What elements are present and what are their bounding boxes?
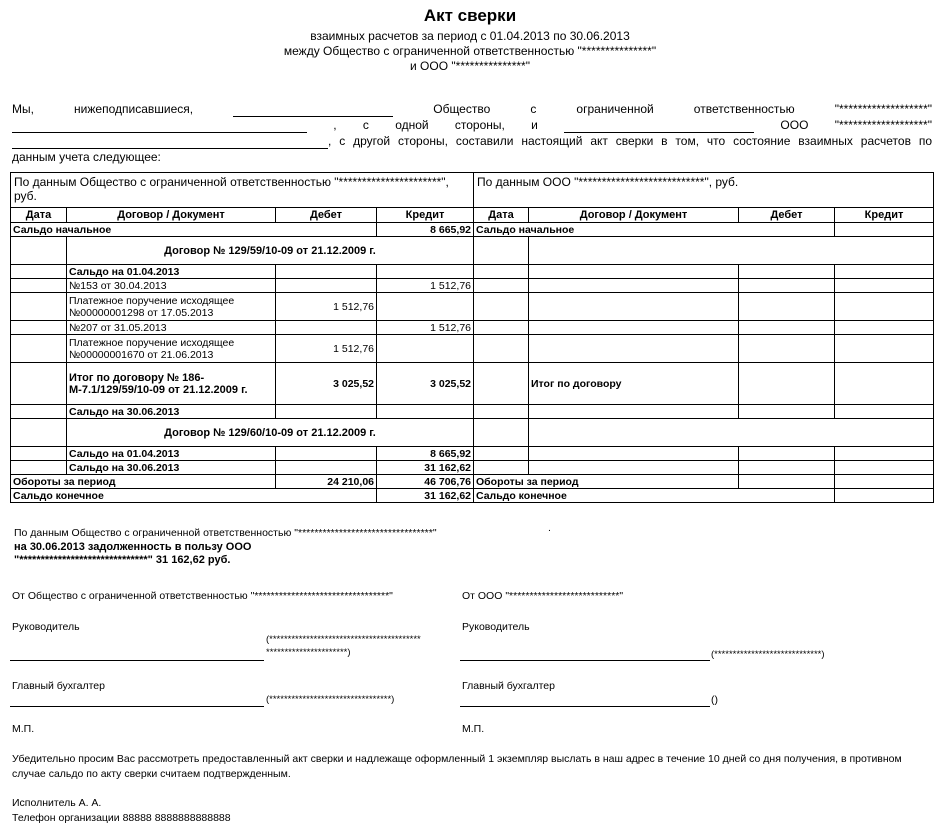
col-date: Дата <box>474 208 529 223</box>
empty-cell <box>529 461 739 475</box>
empty-cell <box>11 237 67 265</box>
empty-cell <box>377 335 474 363</box>
turnover-debit: 24 210,06 <box>276 475 377 489</box>
intro-word: ограниченной <box>576 102 654 116</box>
debt-line: на 30.06.2013 задолженность в пользу ООО <box>14 541 252 553</box>
intro-word: , <box>333 118 337 132</box>
empty-cell <box>11 321 67 335</box>
credit-cell: 1 512,76 <box>377 321 474 335</box>
empty-cell <box>276 279 377 293</box>
intro-text: , с другой стороны, составили настоящий акт сверки в том, что состояние взаимных расчетов по <box>328 134 932 148</box>
empty-cell <box>11 447 67 461</box>
empty-cell <box>377 265 474 279</box>
saldo-end: Сальдо на 30.06.2013 <box>67 461 276 475</box>
saldo-start: Сальдо на 01.04.2013 <box>67 265 276 279</box>
summary-dot: . <box>548 522 551 534</box>
empty-cell <box>835 223 934 237</box>
empty-cell <box>276 265 377 279</box>
empty-cell <box>474 405 529 419</box>
debit-cell: 1 512,76 <box>276 293 377 321</box>
saldo-end-value: 31 162,62 <box>377 461 474 475</box>
saldo-end: Сальдо на 30.06.2013 <box>67 405 276 419</box>
saldo-start-value: 8 665,92 <box>377 447 474 461</box>
contract-total-label: Итог по договору № 186-М-7.1/129/59/10-09 от 21.12.2009 г. <box>67 363 276 405</box>
empty-cell <box>474 461 529 475</box>
total-debit: 3 025,52 <box>276 363 377 405</box>
reconciliation-table <box>10 172 934 503</box>
empty-cell <box>11 363 67 405</box>
document-cell: №207 от 31.05.2013 <box>67 321 276 335</box>
empty-cell <box>474 237 529 265</box>
empty-cell <box>474 419 529 447</box>
empty-cell <box>739 405 835 419</box>
empty-cell <box>739 265 835 279</box>
right-signatory-org: От ООО "***************************" <box>462 590 624 602</box>
empty-cell <box>11 461 67 475</box>
empty-cell <box>474 293 529 321</box>
left-stamp: М.П. <box>12 723 35 735</box>
empty-cell <box>739 321 835 335</box>
intro-word: с <box>362 118 369 132</box>
empty-cell <box>377 405 474 419</box>
right-accountant-signature-line <box>460 706 710 707</box>
empty-cell <box>529 279 739 293</box>
total-credit: 3 025,52 <box>377 363 474 405</box>
table-row <box>11 293 934 321</box>
debt-amount: "******************************" 31 162,62 руб. <box>14 554 231 566</box>
empty-cell <box>474 265 529 279</box>
empty-cell <box>739 475 835 489</box>
closing-label-right: Сальдо конечное <box>474 489 835 503</box>
empty-cell <box>474 447 529 461</box>
contract-heading: Договор № 129/60/10-09 от 21.12.2009 г. <box>67 419 474 447</box>
left-accountant-name: (*********************************) <box>266 694 395 705</box>
table-row <box>11 419 934 447</box>
empty-cell <box>529 405 739 419</box>
phone: Телефон организации 88888 8888888888888 <box>12 812 231 824</box>
document-cell: Платежное поручение исходящее №00000001670 от 21.06.2013 <box>67 335 276 363</box>
opening-label-right: Сальдо начальное <box>474 223 835 237</box>
opening-label: Сальдо начальное <box>11 223 377 237</box>
intro-word: одной <box>395 118 429 132</box>
executor: Исполнитель А. А. <box>12 797 102 809</box>
document-cell: Платежное поручение исходящее №00000001298 от 17.05.2013 <box>67 293 276 321</box>
table-row <box>11 461 934 475</box>
signer-blank-3 <box>564 120 754 133</box>
intro-word: с <box>530 102 537 116</box>
right-director-name: (*****************************) <box>711 649 825 660</box>
empty-cell <box>474 335 529 363</box>
table-row <box>11 279 934 293</box>
empty-cell <box>11 405 67 419</box>
left-signatory-org: От Общество с ограниченной ответственностью "*********************************" <box>12 590 393 602</box>
intro-word: "*******************" <box>834 102 932 116</box>
table-row <box>11 223 934 237</box>
table-row <box>11 363 934 405</box>
right-contract-total: Итог по договору <box>529 363 739 405</box>
empty-cell <box>835 279 934 293</box>
table-row <box>11 335 934 363</box>
opening-value: 8 665,92 <box>377 223 474 237</box>
empty-cell <box>11 335 67 363</box>
right-stamp: М.П. <box>462 723 485 735</box>
intro-word: ООО <box>780 118 809 132</box>
turnover-label: Обороты за период <box>11 475 276 489</box>
empty-cell <box>474 363 529 405</box>
left-accountant-label: Главный бухгалтер <box>12 680 105 692</box>
document-title: Акт сверки <box>423 6 517 25</box>
right-director-signature-line <box>460 660 710 661</box>
intro-word: нижеподписавшиеся, <box>74 102 194 116</box>
empty-cell <box>835 405 934 419</box>
empty-cell <box>835 321 934 335</box>
empty-cell <box>474 321 529 335</box>
table-row <box>11 475 934 489</box>
left-director-label: Руководитель <box>12 621 80 633</box>
col-credit: Кредит <box>377 208 474 223</box>
debit-cell: 1 512,76 <box>276 335 377 363</box>
empty-cell <box>529 293 739 321</box>
empty-cell <box>474 279 529 293</box>
empty-cell <box>276 405 377 419</box>
table-row <box>11 447 934 461</box>
empty-cell <box>835 293 934 321</box>
contract-heading: Договор № 129/59/10-09 от 21.12.2009 г. <box>67 237 474 265</box>
turnover-label-right: Обороты за период <box>474 475 739 489</box>
empty-cell <box>835 265 934 279</box>
closing-value: 31 162,62 <box>377 489 474 503</box>
empty-cell <box>739 293 835 321</box>
turnover-credit: 46 706,76 <box>377 475 474 489</box>
left-director-name-cont: **********************) <box>266 647 351 658</box>
empty-cell <box>377 293 474 321</box>
intro-word: Мы, <box>12 102 34 116</box>
table-row <box>11 321 934 335</box>
left-party-header: По данным Общество с ограниченной ответственностью "**********************", руб. <box>11 173 474 208</box>
intro-word: "*******************" <box>834 118 932 132</box>
request-text: Убедительно просим Вас рассмотреть предоставленный акт сверки и надлежаще оформленный 1 экземпляр выслать в наш адрес в течение 10 дней со дня получения, в противном случае сальдо по акту сверки считаем подтвержденным. <box>12 753 902 780</box>
signer-blank-2 <box>12 120 307 133</box>
period-line: взаимных расчетов за период с 01.04.2013 по 30.06.2013 <box>310 29 630 43</box>
empty-cell <box>835 489 934 503</box>
empty-cell <box>276 321 377 335</box>
intro-word: ответственностью <box>693 102 795 116</box>
empty-cell <box>11 279 67 293</box>
empty-cell <box>739 279 835 293</box>
empty-cell <box>835 461 934 475</box>
empty-cell <box>529 447 739 461</box>
intro-word: Общество <box>433 102 491 116</box>
empty-cell <box>529 321 739 335</box>
empty-cell <box>739 461 835 475</box>
right-director-label: Руководитель <box>462 621 530 633</box>
summary-line: По данным Общество с ограниченной ответственностью "*********************************" <box>14 527 437 539</box>
signer-blank-1 <box>233 104 393 117</box>
col-debit: Дебет <box>276 208 377 223</box>
intro-word: и <box>531 118 538 132</box>
empty-cell <box>529 237 934 265</box>
closing-label: Сальдо конечное <box>11 489 377 503</box>
col-debit: Дебет <box>739 208 835 223</box>
empty-cell <box>835 447 934 461</box>
col-date: Дата <box>11 208 67 223</box>
signer-blank-4 <box>12 136 328 149</box>
empty-cell <box>739 335 835 363</box>
left-director-name: (***************************************** <box>266 634 421 645</box>
between-line: между Общество с ограниченной ответственностью "***************" <box>283 44 657 58</box>
counterparty-line: и ООО "***************" <box>410 59 530 73</box>
saldo-start: Сальдо на 01.04.2013 <box>67 447 276 461</box>
empty-cell <box>11 265 67 279</box>
col-document: Договор / Документ <box>529 208 739 223</box>
right-party-header: По данным ООО "***************************", руб. <box>474 173 934 208</box>
intro-text: данным учета следующее: <box>12 150 161 164</box>
intro-word: стороны, <box>454 118 505 132</box>
col-credit: Кредит <box>835 208 934 223</box>
empty-cell <box>276 447 377 461</box>
empty-cell <box>276 461 377 475</box>
right-accountant-name: () <box>711 694 718 706</box>
empty-cell <box>529 265 739 279</box>
credit-cell: 1 512,76 <box>377 279 474 293</box>
table-row <box>11 489 934 503</box>
table-row <box>11 237 934 265</box>
table-row <box>11 265 934 279</box>
right-accountant-label: Главный бухгалтер <box>462 680 555 692</box>
table-row <box>11 405 934 419</box>
empty-cell <box>835 335 934 363</box>
left-director-signature-line <box>10 660 264 661</box>
intro-paragraph <box>12 101 932 165</box>
empty-cell <box>835 363 934 405</box>
document-cell: №153 от 30.04.2013 <box>67 279 276 293</box>
empty-cell <box>835 475 934 489</box>
left-accountant-signature-line <box>10 706 264 707</box>
empty-cell <box>11 293 67 321</box>
empty-cell <box>739 447 835 461</box>
col-document: Договор / Документ <box>67 208 276 223</box>
empty-cell <box>529 335 739 363</box>
empty-cell <box>11 419 67 447</box>
empty-cell <box>529 419 934 447</box>
empty-cell <box>739 363 835 405</box>
